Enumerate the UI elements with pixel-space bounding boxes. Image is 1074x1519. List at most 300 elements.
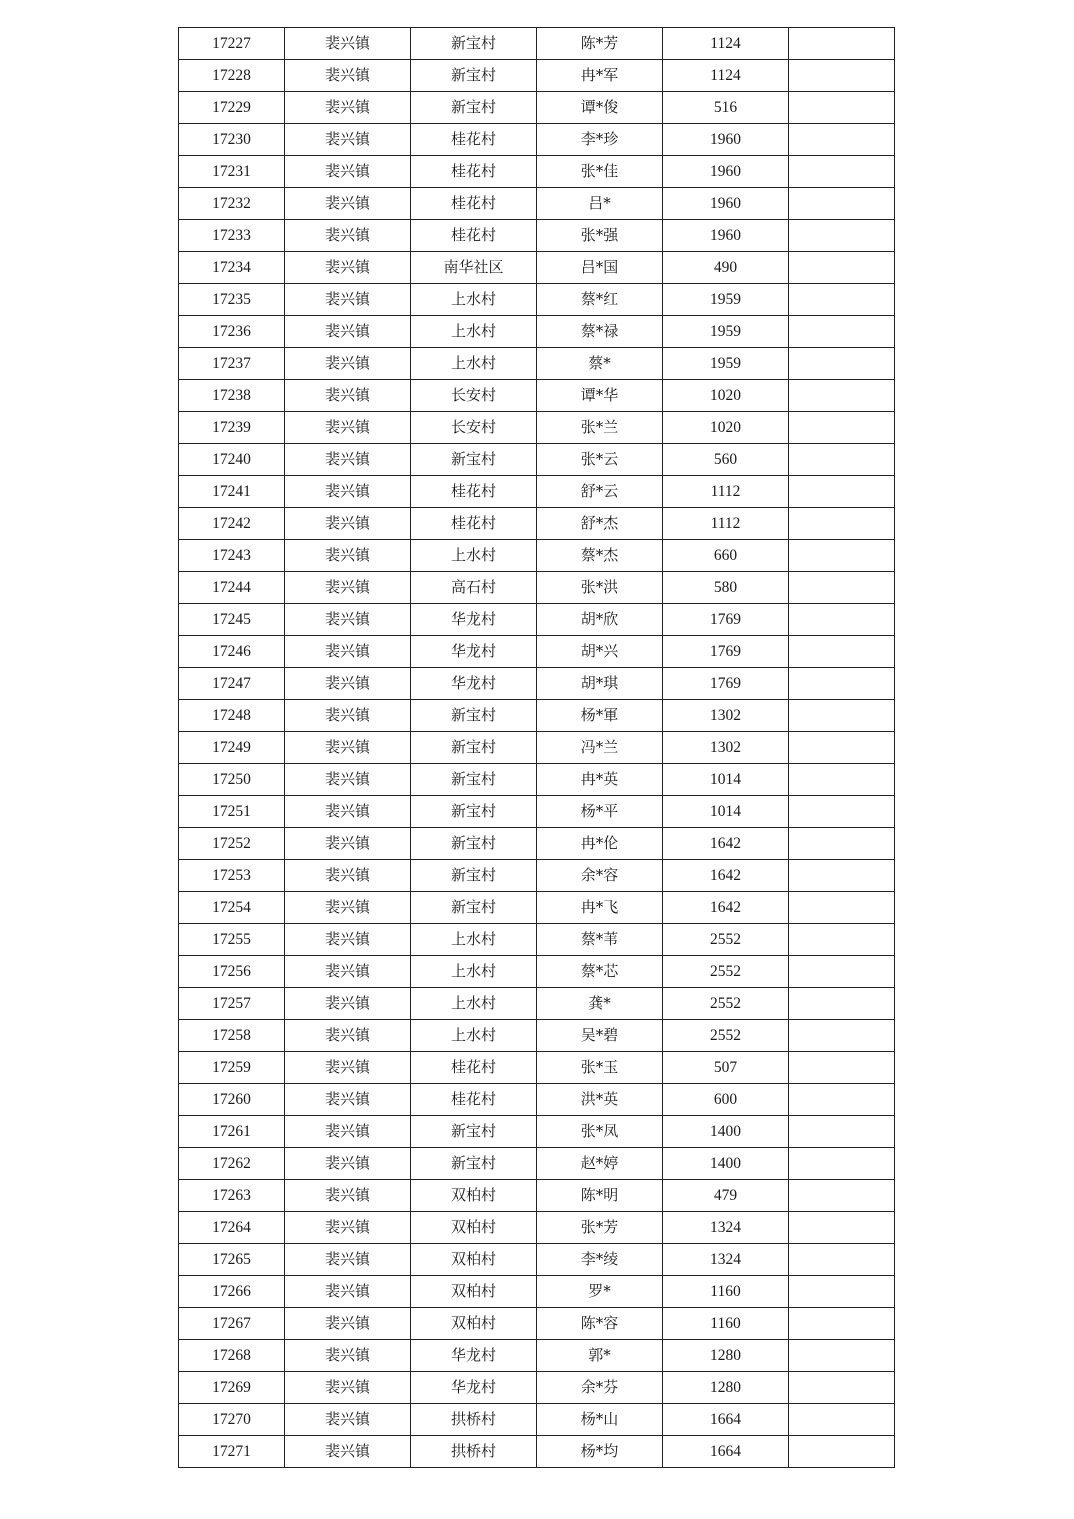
- records-table: [178, 27, 895, 1468]
- name-cell: 胡*欣: [537, 604, 663, 636]
- note-cell: [789, 1116, 895, 1148]
- village-cell: 上水村: [411, 348, 537, 380]
- village-cell: 桂花村: [411, 156, 537, 188]
- row-id-cell: 17236: [179, 316, 285, 348]
- row-id-cell: 17247: [179, 668, 285, 700]
- note-cell: [789, 252, 895, 284]
- amount-cell: 1960: [663, 124, 789, 156]
- name-cell: 余*芬: [537, 1372, 663, 1404]
- town-cell: 裴兴镇: [285, 732, 411, 764]
- row-id-cell: 17259: [179, 1052, 285, 1084]
- note-cell: [789, 92, 895, 124]
- table-row: [179, 604, 895, 636]
- town-cell: 裴兴镇: [285, 476, 411, 508]
- amount-cell: 2552: [663, 924, 789, 956]
- note-cell: [789, 1436, 895, 1468]
- village-cell: 新宝村: [411, 764, 537, 796]
- village-cell: 南华社区: [411, 252, 537, 284]
- row-id-cell: 17250: [179, 764, 285, 796]
- row-id-cell: 17257: [179, 988, 285, 1020]
- amount-cell: 1959: [663, 284, 789, 316]
- village-cell: 拱桥村: [411, 1436, 537, 1468]
- town-cell: 裴兴镇: [285, 1372, 411, 1404]
- table-row: [179, 1052, 895, 1084]
- note-cell: [789, 1148, 895, 1180]
- village-cell: 新宝村: [411, 732, 537, 764]
- note-cell: [789, 828, 895, 860]
- village-cell: 桂花村: [411, 220, 537, 252]
- town-cell: 裴兴镇: [285, 28, 411, 60]
- row-id-cell: 17255: [179, 924, 285, 956]
- name-cell: 杨*山: [537, 1404, 663, 1436]
- row-id-cell: 17262: [179, 1148, 285, 1180]
- name-cell: 张*芳: [537, 1212, 663, 1244]
- town-cell: 裴兴镇: [285, 860, 411, 892]
- name-cell: 谭*华: [537, 380, 663, 412]
- note-cell: [789, 892, 895, 924]
- amount-cell: 1642: [663, 892, 789, 924]
- row-id-cell: 17239: [179, 412, 285, 444]
- village-cell: 新宝村: [411, 444, 537, 476]
- town-cell: 裴兴镇: [285, 892, 411, 924]
- town-cell: 裴兴镇: [285, 188, 411, 220]
- table-row: [179, 380, 895, 412]
- name-cell: 蔡*禄: [537, 316, 663, 348]
- amount-cell: 1014: [663, 764, 789, 796]
- table-row: [179, 476, 895, 508]
- town-cell: 裴兴镇: [285, 348, 411, 380]
- village-cell: 双柏村: [411, 1212, 537, 1244]
- table-row: [179, 1180, 895, 1212]
- table-row: [179, 1372, 895, 1404]
- name-cell: 张*洪: [537, 572, 663, 604]
- table-row: [179, 1020, 895, 1052]
- note-cell: [789, 1308, 895, 1340]
- amount-cell: 1400: [663, 1148, 789, 1180]
- table-row: [179, 92, 895, 124]
- note-cell: [789, 604, 895, 636]
- note-cell: [789, 1180, 895, 1212]
- village-cell: 新宝村: [411, 28, 537, 60]
- village-cell: 华龙村: [411, 1372, 537, 1404]
- note-cell: [789, 1052, 895, 1084]
- name-cell: 李*珍: [537, 124, 663, 156]
- town-cell: 裴兴镇: [285, 252, 411, 284]
- name-cell: 余*容: [537, 860, 663, 892]
- note-cell: [789, 284, 895, 316]
- amount-cell: 2552: [663, 988, 789, 1020]
- table-row: [179, 188, 895, 220]
- name-cell: 吴*碧: [537, 1020, 663, 1052]
- name-cell: 谭*俊: [537, 92, 663, 124]
- table-row: [179, 60, 895, 92]
- town-cell: 裴兴镇: [285, 1276, 411, 1308]
- table-row: [179, 124, 895, 156]
- note-cell: [789, 1276, 895, 1308]
- table-row: [179, 1340, 895, 1372]
- name-cell: 陈*明: [537, 1180, 663, 1212]
- town-cell: 裴兴镇: [285, 508, 411, 540]
- village-cell: 桂花村: [411, 1084, 537, 1116]
- table-row: [179, 668, 895, 700]
- town-cell: 裴兴镇: [285, 1180, 411, 1212]
- town-cell: 裴兴镇: [285, 988, 411, 1020]
- row-id-cell: 17248: [179, 700, 285, 732]
- table-row: [179, 348, 895, 380]
- village-cell: 上水村: [411, 956, 537, 988]
- table-row: [179, 1148, 895, 1180]
- amount-cell: 1664: [663, 1404, 789, 1436]
- table-row: [179, 572, 895, 604]
- amount-cell: 1020: [663, 412, 789, 444]
- town-cell: 裴兴镇: [285, 796, 411, 828]
- amount-cell: 490: [663, 252, 789, 284]
- village-cell: 高石村: [411, 572, 537, 604]
- town-cell: 裴兴镇: [285, 636, 411, 668]
- table-row: [179, 956, 895, 988]
- town-cell: 裴兴镇: [285, 1084, 411, 1116]
- town-cell: 裴兴镇: [285, 764, 411, 796]
- amount-cell: 1280: [663, 1340, 789, 1372]
- amount-cell: 1014: [663, 796, 789, 828]
- name-cell: 赵*婷: [537, 1148, 663, 1180]
- row-id-cell: 17240: [179, 444, 285, 476]
- note-cell: [789, 860, 895, 892]
- note-cell: [789, 636, 895, 668]
- amount-cell: 2552: [663, 1020, 789, 1052]
- table-row: [179, 412, 895, 444]
- note-cell: [789, 700, 895, 732]
- row-id-cell: 17269: [179, 1372, 285, 1404]
- amount-cell: 1642: [663, 860, 789, 892]
- row-id-cell: 17246: [179, 636, 285, 668]
- row-id-cell: 17264: [179, 1212, 285, 1244]
- village-cell: 上水村: [411, 284, 537, 316]
- village-cell: 华龙村: [411, 668, 537, 700]
- note-cell: [789, 508, 895, 540]
- table-row: [179, 1084, 895, 1116]
- amount-cell: 1324: [663, 1212, 789, 1244]
- note-cell: [789, 412, 895, 444]
- name-cell: 张*云: [537, 444, 663, 476]
- amount-cell: 1664: [663, 1436, 789, 1468]
- town-cell: 裴兴镇: [285, 156, 411, 188]
- amount-cell: 1769: [663, 636, 789, 668]
- name-cell: 张*玉: [537, 1052, 663, 1084]
- row-id-cell: 17228: [179, 60, 285, 92]
- table-row: [179, 988, 895, 1020]
- amount-cell: 1959: [663, 348, 789, 380]
- village-cell: 新宝村: [411, 92, 537, 124]
- name-cell: 蔡*芯: [537, 956, 663, 988]
- note-cell: [789, 124, 895, 156]
- village-cell: 双柏村: [411, 1308, 537, 1340]
- note-cell: [789, 924, 895, 956]
- row-id-cell: 17256: [179, 956, 285, 988]
- note-cell: [789, 732, 895, 764]
- town-cell: 裴兴镇: [285, 1020, 411, 1052]
- name-cell: 洪*英: [537, 1084, 663, 1116]
- table-row: [179, 892, 895, 924]
- town-cell: 裴兴镇: [285, 572, 411, 604]
- amount-cell: 1302: [663, 732, 789, 764]
- village-cell: 上水村: [411, 540, 537, 572]
- town-cell: 裴兴镇: [285, 1404, 411, 1436]
- amount-cell: 1160: [663, 1308, 789, 1340]
- town-cell: 裴兴镇: [285, 828, 411, 860]
- note-cell: [789, 28, 895, 60]
- town-cell: 裴兴镇: [285, 604, 411, 636]
- row-id-cell: 17265: [179, 1244, 285, 1276]
- town-cell: 裴兴镇: [285, 92, 411, 124]
- table-row: [179, 860, 895, 892]
- village-cell: 上水村: [411, 924, 537, 956]
- table-row: [179, 764, 895, 796]
- table-row: [179, 220, 895, 252]
- village-cell: 新宝村: [411, 796, 537, 828]
- town-cell: 裴兴镇: [285, 60, 411, 92]
- note-cell: [789, 60, 895, 92]
- name-cell: 冉*伦: [537, 828, 663, 860]
- name-cell: 陈*芳: [537, 28, 663, 60]
- table-row: [179, 1116, 895, 1148]
- town-cell: 裴兴镇: [285, 1308, 411, 1340]
- village-cell: 桂花村: [411, 124, 537, 156]
- village-cell: 桂花村: [411, 476, 537, 508]
- row-id-cell: 17270: [179, 1404, 285, 1436]
- amount-cell: 660: [663, 540, 789, 572]
- name-cell: 蔡*红: [537, 284, 663, 316]
- town-cell: 裴兴镇: [285, 1148, 411, 1180]
- table-row: [179, 636, 895, 668]
- name-cell: 胡*琪: [537, 668, 663, 700]
- amount-cell: 2552: [663, 956, 789, 988]
- amount-cell: 1124: [663, 28, 789, 60]
- name-cell: 张*兰: [537, 412, 663, 444]
- row-id-cell: 17253: [179, 860, 285, 892]
- table-row: [179, 444, 895, 476]
- amount-cell: 507: [663, 1052, 789, 1084]
- note-cell: [789, 1084, 895, 1116]
- amount-cell: 1769: [663, 604, 789, 636]
- note-cell: [789, 444, 895, 476]
- row-id-cell: 17242: [179, 508, 285, 540]
- row-id-cell: 17238: [179, 380, 285, 412]
- name-cell: 蔡*苇: [537, 924, 663, 956]
- village-cell: 长安村: [411, 380, 537, 412]
- village-cell: 华龙村: [411, 636, 537, 668]
- amount-cell: 1400: [663, 1116, 789, 1148]
- name-cell: 舒*杰: [537, 508, 663, 540]
- name-cell: 李*绫: [537, 1244, 663, 1276]
- row-id-cell: 17231: [179, 156, 285, 188]
- table-row: [179, 316, 895, 348]
- note-cell: [789, 1244, 895, 1276]
- row-id-cell: 17266: [179, 1276, 285, 1308]
- table-row: [179, 1436, 895, 1468]
- name-cell: 罗*: [537, 1276, 663, 1308]
- table-row: [179, 508, 895, 540]
- note-cell: [789, 540, 895, 572]
- name-cell: 郭*: [537, 1340, 663, 1372]
- town-cell: 裴兴镇: [285, 412, 411, 444]
- village-cell: 新宝村: [411, 1116, 537, 1148]
- village-cell: 新宝村: [411, 1148, 537, 1180]
- amount-cell: 479: [663, 1180, 789, 1212]
- name-cell: 胡*兴: [537, 636, 663, 668]
- records-table-body: [179, 28, 895, 1468]
- row-id-cell: 17227: [179, 28, 285, 60]
- village-cell: 拱桥村: [411, 1404, 537, 1436]
- village-cell: 双柏村: [411, 1180, 537, 1212]
- amount-cell: 580: [663, 572, 789, 604]
- note-cell: [789, 380, 895, 412]
- name-cell: 舒*云: [537, 476, 663, 508]
- amount-cell: 1960: [663, 156, 789, 188]
- town-cell: 裴兴镇: [285, 924, 411, 956]
- amount-cell: 560: [663, 444, 789, 476]
- note-cell: [789, 1372, 895, 1404]
- amount-cell: 1324: [663, 1244, 789, 1276]
- amount-cell: 1160: [663, 1276, 789, 1308]
- village-cell: 华龙村: [411, 1340, 537, 1372]
- table-row: [179, 796, 895, 828]
- name-cell: 蔡*: [537, 348, 663, 380]
- village-cell: 桂花村: [411, 188, 537, 220]
- row-id-cell: 17260: [179, 1084, 285, 1116]
- name-cell: 杨*軍: [537, 700, 663, 732]
- amount-cell: 600: [663, 1084, 789, 1116]
- table-row: [179, 28, 895, 60]
- name-cell: 冉*英: [537, 764, 663, 796]
- table-row: [179, 732, 895, 764]
- row-id-cell: 17237: [179, 348, 285, 380]
- row-id-cell: 17254: [179, 892, 285, 924]
- table-row: [179, 1404, 895, 1436]
- table-row: [179, 1212, 895, 1244]
- amount-cell: 1112: [663, 476, 789, 508]
- amount-cell: 1642: [663, 828, 789, 860]
- row-id-cell: 17244: [179, 572, 285, 604]
- table-row: [179, 828, 895, 860]
- note-cell: [789, 348, 895, 380]
- town-cell: 裴兴镇: [285, 1436, 411, 1468]
- amount-cell: 1280: [663, 1372, 789, 1404]
- amount-cell: 1959: [663, 316, 789, 348]
- row-id-cell: 17258: [179, 1020, 285, 1052]
- town-cell: 裴兴镇: [285, 668, 411, 700]
- town-cell: 裴兴镇: [285, 1340, 411, 1372]
- town-cell: 裴兴镇: [285, 444, 411, 476]
- table-row: [179, 700, 895, 732]
- table-row: [179, 156, 895, 188]
- village-cell: 新宝村: [411, 700, 537, 732]
- row-id-cell: 17232: [179, 188, 285, 220]
- table-row: [179, 1276, 895, 1308]
- note-cell: [789, 956, 895, 988]
- note-cell: [789, 796, 895, 828]
- table-row: [179, 284, 895, 316]
- table-row: [179, 540, 895, 572]
- table-row: [179, 1244, 895, 1276]
- town-cell: 裴兴镇: [285, 1116, 411, 1148]
- row-id-cell: 17233: [179, 220, 285, 252]
- amount-cell: 516: [663, 92, 789, 124]
- amount-cell: 1124: [663, 60, 789, 92]
- village-cell: 桂花村: [411, 508, 537, 540]
- amount-cell: 1769: [663, 668, 789, 700]
- name-cell: 冉*飞: [537, 892, 663, 924]
- name-cell: 杨*平: [537, 796, 663, 828]
- town-cell: 裴兴镇: [285, 1052, 411, 1084]
- village-cell: 上水村: [411, 316, 537, 348]
- amount-cell: 1112: [663, 508, 789, 540]
- row-id-cell: 17267: [179, 1308, 285, 1340]
- name-cell: 杨*均: [537, 1436, 663, 1468]
- row-id-cell: 17245: [179, 604, 285, 636]
- town-cell: 裴兴镇: [285, 316, 411, 348]
- row-id-cell: 17235: [179, 284, 285, 316]
- village-cell: 新宝村: [411, 860, 537, 892]
- village-cell: 上水村: [411, 1020, 537, 1052]
- name-cell: 龚*: [537, 988, 663, 1020]
- note-cell: [789, 1340, 895, 1372]
- row-id-cell: 17229: [179, 92, 285, 124]
- note-cell: [789, 764, 895, 796]
- note-cell: [789, 1020, 895, 1052]
- name-cell: 张*凤: [537, 1116, 663, 1148]
- row-id-cell: 17252: [179, 828, 285, 860]
- village-cell: 上水村: [411, 988, 537, 1020]
- town-cell: 裴兴镇: [285, 700, 411, 732]
- name-cell: 蔡*杰: [537, 540, 663, 572]
- note-cell: [789, 1404, 895, 1436]
- name-cell: 冯*兰: [537, 732, 663, 764]
- row-id-cell: 17243: [179, 540, 285, 572]
- village-cell: 桂花村: [411, 1052, 537, 1084]
- village-cell: 新宝村: [411, 828, 537, 860]
- row-id-cell: 17230: [179, 124, 285, 156]
- town-cell: 裴兴镇: [285, 284, 411, 316]
- note-cell: [789, 476, 895, 508]
- village-cell: 华龙村: [411, 604, 537, 636]
- row-id-cell: 17268: [179, 1340, 285, 1372]
- row-id-cell: 17263: [179, 1180, 285, 1212]
- amount-cell: 1960: [663, 220, 789, 252]
- town-cell: 裴兴镇: [285, 540, 411, 572]
- table-row: [179, 1308, 895, 1340]
- name-cell: 张*佳: [537, 156, 663, 188]
- table-row: [179, 252, 895, 284]
- row-id-cell: 17271: [179, 1436, 285, 1468]
- table-row: [179, 924, 895, 956]
- town-cell: 裴兴镇: [285, 220, 411, 252]
- town-cell: 裴兴镇: [285, 380, 411, 412]
- name-cell: 吕*国: [537, 252, 663, 284]
- row-id-cell: 17249: [179, 732, 285, 764]
- village-cell: 新宝村: [411, 892, 537, 924]
- note-cell: [789, 156, 895, 188]
- row-id-cell: 17261: [179, 1116, 285, 1148]
- town-cell: 裴兴镇: [285, 956, 411, 988]
- note-cell: [789, 572, 895, 604]
- name-cell: 吕*: [537, 188, 663, 220]
- note-cell: [789, 220, 895, 252]
- village-cell: 双柏村: [411, 1244, 537, 1276]
- amount-cell: 1020: [663, 380, 789, 412]
- name-cell: 陈*容: [537, 1308, 663, 1340]
- note-cell: [789, 668, 895, 700]
